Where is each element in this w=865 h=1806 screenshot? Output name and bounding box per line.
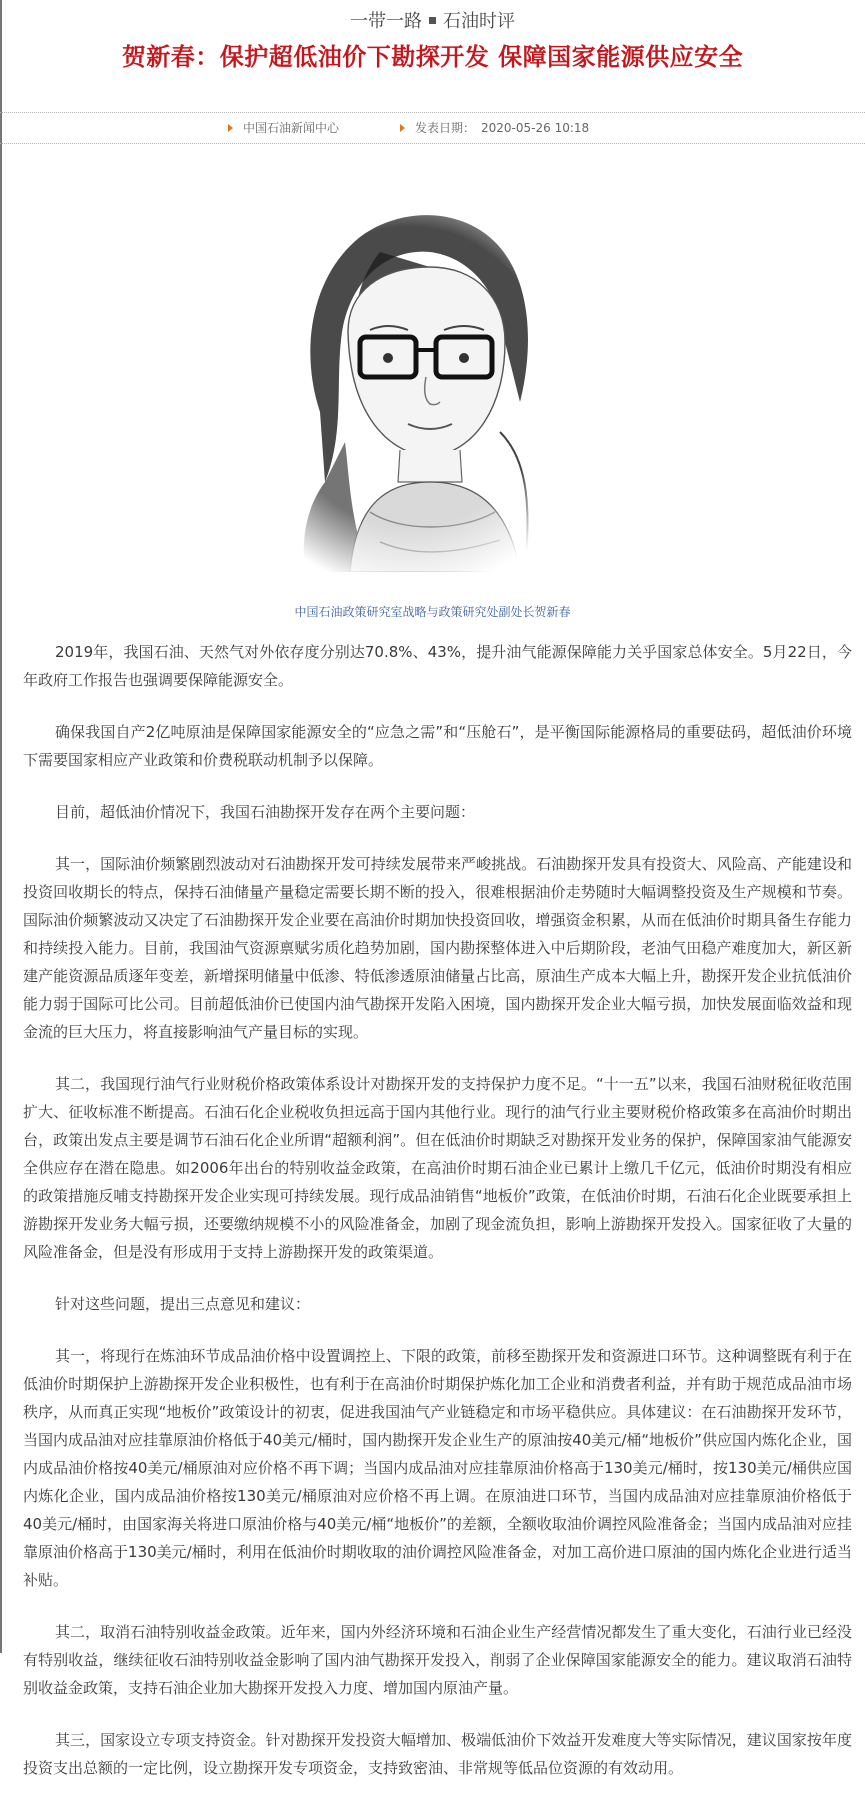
article-meta <box>0 113 865 143</box>
paragraph: 其一，将现行在炼油环节成品油价格中设置调控上、下限的政策，前移至勘探开发和资源进口环节。这种调整既有利于在低油价时期保护上游勘探开发企业积极性，也有利于在高油价时期保护炼化加工企业和消费者利益，并有助于规范成品油市场秩序，从而真正实现“地板价”政策设计的初衷，促进我国油气产业链稳定和市场平稳供应。具体建议：在石油勘探开发环节，当国内成品油对应挂靠原油价格低于40美元/桶时，国内勘探开发企业生产的原油按40美元/桶“地板价”供应国内炼化企业，国内成品油价格按40美元/桶原油对应价格不再下调；当国内成品油对应挂靠原油价格高于130美元/桶时，按130美元/桶供应国内炼化企业，国内成品油价格按130美元/桶原油对应价格不再上调。在原油进口环节，当国内成品油对应挂靠原油价格低于40美元/桶时，由国家海关将进口原油价格与40美元/桶“地板价”的差额，全额收取油价调控风险准备金；当国内成品油对应挂靠原油价格高于130美元/桶时，利用在低油价时期收取的油价调控风险准备金，对加工高价进口原油的国内炼化企业进行适当补贴。 <box>23 1347 852 1589</box>
paragraph: 目前，超低油价情况下，我国石油勘探开发存在两个主要问题： <box>55 803 476 821</box>
date-label: 发表日期： <box>415 121 476 135</box>
column-kicker <box>0 10 865 34</box>
paragraph: 其三，国家设立专项支持资金。针对勘探开发投资大幅增加、极端低油价下效益开发难度大等实际情况，建议国家按年度投资支出总额的一定比例，设立勘探开发专项资金，支持致密油、非常规等低品位资源的有效动用。 <box>23 1731 852 1777</box>
source-name: 中国石油新闻中心 <box>243 121 340 135</box>
article-body <box>0 638 865 1782</box>
portrait-sketch-image <box>230 182 590 572</box>
paragraph: 确保我国自产2亿吨原油是保障国家能源安全的“应急之需”和“压舱石”，是平衡国际能源格局的重要砝码，超低油价环境下需要国家相应产业政策和价费税联动机制予以保障。 <box>23 723 852 769</box>
article-title: 贺新春：保护超低油价下勘探开发 保障国家能源供应安全 <box>121 43 744 71</box>
paragraph: 2019年，我国石油、天然气对外依存度分别达70.8%、43%，提升油气能源保障能力关乎国家总体安全。5月22日，今年政府工作报告也强调要保障能源安全。 <box>23 643 852 689</box>
photo-caption: 中国石油政策研究室战略与政策研究处副处长贺新春 <box>294 605 571 619</box>
kicker-belt-road-link[interactable]: 一带一路 <box>350 11 422 32</box>
meta-source <box>228 113 339 143</box>
paragraph: 其二，取消石油特别收益金政策。近年来，国内外经济环境和石油企业生产经营情况都发生了重大变化，石油行业已经没有特别收益，继续征收石油特别收益金影响了国内油气勘探开发投入，削弱了企业保障国家能源安全的能力。建议取消石油特别收益金政策，支持石油企业加大勘探开发投入力度、增加国内原油产量。 <box>23 1623 852 1697</box>
paragraph: 针对这些问题，提出三点意见和建议： <box>55 1295 311 1313</box>
paragraph: 其二，我国现行油气行业财税价格政策体系设计对勘探开发的支持保护力度不足。“十一五”以来，我国石油财税征收范围扩大、征收标准不断提高。石油石化企业税收负担远高于国内其他行业。现行的油气行业主要财税价格政策多在高油价时期出台，政策出发点主要是调节石油石化企业所谓“超额利润”。但在低油价时期缺乏对勘探开发业务的保护，保障国家油气能源安全供应存在潜在隐患。如2006年出台的特别收益金政策，在高油价时期石油企业已累计上缴几千亿元，低油价时期没有相应的政策措施反哺支持勘探开发企业实现可持续发展。现行成品油销售“地板价”政策，在低油价时期，石油石化企业既要承担上游勘探开发业务大幅亏损，还要缴纳规模不小的风险准备金，加剧了现金流负担，影响上游勘探开发投入。国家征收了大量的风险准备金，但是没有形成用于支持上游勘探开发的政策渠道。 <box>23 1075 852 1261</box>
portrait-figure <box>0 182 865 572</box>
square-bullet-icon <box>429 17 436 24</box>
triangle-bullet-icon <box>400 124 405 132</box>
paragraph: 其一，国际油价频繁剧烈波动对石油勘探开发可持续发展带来严峻挑战。石油勘探开发具有投资大、风险高、产能建设和投资回收期长的特点，保持石油储量产量稳定需要长期不断的投入，很难根据油价走势随时大幅调整投资及生产规模和节奏。国际油价频繁波动又决定了石油勘探开发企业要在高油价时期加快投资回收，增强资金积累，从而在低油价时期具备生存能力和持续投入能力。目前，我国油气资源禀赋劣质化趋势加剧，国内勘探整体进入中后期阶段，老油气田稳产难度加大，新区新建产能资源品质逐年变差，新增探明储量中低渗、特低渗透原油储量占比高，原油生产成本大幅上升，勘探开发企业抗低油价能力弱于国际可比公司。目前超低油价已使国内油气勘探开发陷入困境，国内勘探开发企业大幅亏损，加快发展面临效益和现金流的巨大压力，将直接影响油气产量目标的实现。 <box>23 855 852 1041</box>
date-value: 2020-05-26 10:18 <box>481 121 590 135</box>
kicker-commentary-link[interactable]: 石油时评 <box>443 11 515 32</box>
meta-date <box>400 113 589 143</box>
triangle-bullet-icon <box>228 124 233 132</box>
meta-divider <box>0 143 865 144</box>
